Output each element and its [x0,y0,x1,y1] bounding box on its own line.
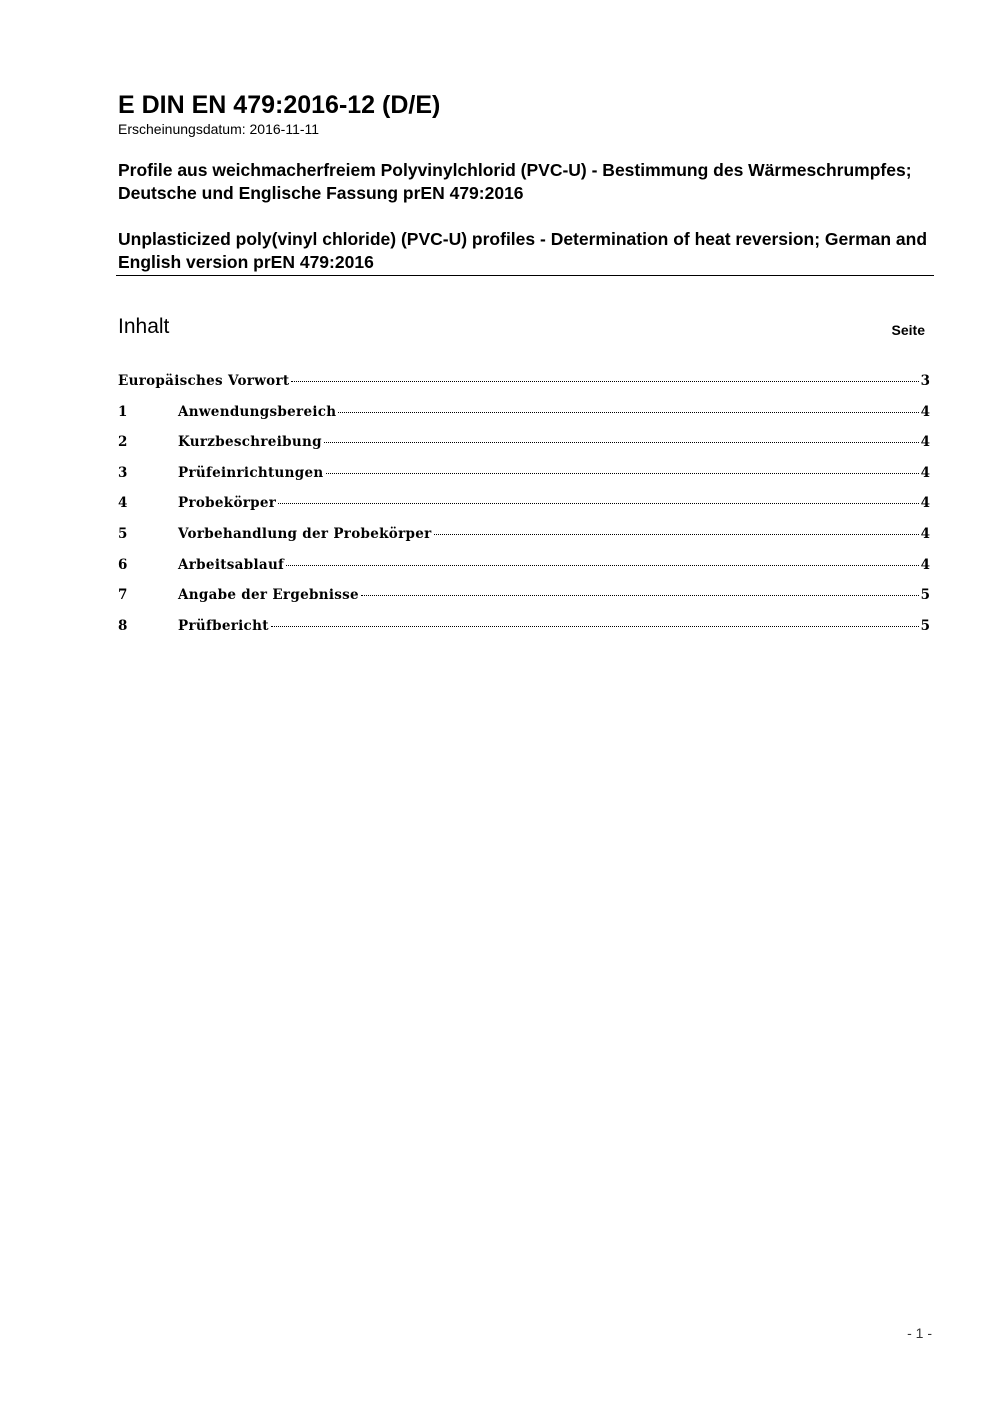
toc-entry-6[interactable] [118,555,930,586]
toc-entry-page: 5 [920,617,930,634]
toc-entry-5[interactable] [118,524,930,555]
toc-dot-leader [324,442,919,443]
toc-entry-title: Probekörper [178,495,277,512]
title-german: Profile aus weichmacherfreiem Polyvinylchlorid (PVC-U) - Bestimmung des Wärmeschrumpfes; Deutsche und Englische Fassung prEN 479:2016 [118,160,912,203]
toc-entry-page: 4 [920,403,930,420]
toc-dot-leader [278,503,918,504]
toc-entry-number: 8 [118,617,128,634]
toc-dot-leader [326,473,919,474]
publication-date: Erscheinungsdatum: 2016-11-11 [118,121,320,137]
toc-entry-number: 5 [118,525,128,542]
toc-entry-title: Europäisches Vorwort [118,373,290,389]
toc-entry-page: 4 [920,434,930,451]
toc-entry-title: Arbeitsablauf [178,556,285,573]
toc-dot-leader [271,626,919,627]
toc-dot-leader [286,565,918,566]
toc-entry-7[interactable] [118,585,930,616]
toc-entry-title: Angabe der Ergebnisse [178,587,359,604]
toc-entry-page: 3 [920,373,930,389]
toc-entry-8[interactable] [118,616,930,647]
toc-entry-page: 5 [920,587,930,604]
toc-entry-foreword[interactable] [118,371,930,402]
table-of-contents [118,371,930,646]
toc-page-column-label: Seite [891,322,925,338]
toc-entry-title: Anwendungsbereich [178,403,337,420]
title-divider [116,275,934,276]
toc-dot-leader [361,595,919,596]
page-number: - 1 - [907,1325,932,1341]
toc-entry-page: 4 [920,464,930,481]
toc-entry-4[interactable] [118,493,930,524]
toc-entry-number: 6 [118,556,128,573]
toc-entry-page: 4 [920,525,930,542]
toc-entry-number: 7 [118,587,128,604]
toc-dot-leader [338,412,918,413]
title-english: Unplasticized poly(vinyl chloride) (PVC-U) profiles - Determination of heat reversion; German and English version prEN 479:2016 [118,229,928,272]
toc-entry-number: 2 [118,434,128,451]
toc-entry-number: 1 [118,403,128,420]
toc-entry-title: Prüfbericht [178,617,269,634]
document-id: E DIN EN 479:2016-12 (D/E) [118,91,441,119]
toc-entry-page: 4 [920,556,930,573]
toc-entry-3[interactable] [118,463,930,494]
toc-entry-number: 4 [118,495,128,512]
toc-entry-2[interactable] [118,432,930,463]
toc-entry-title: Prüfeinrichtungen [178,464,324,481]
toc-entry-1[interactable] [118,402,930,433]
toc-dot-leader [291,381,918,382]
toc-dot-leader [434,534,919,535]
toc-entry-title: Kurzbeschreibung [178,434,322,451]
toc-entry-page: 4 [920,495,930,512]
toc-entry-number: 3 [118,464,128,481]
toc-entry-title: Vorbehandlung der Probekörper [178,525,432,542]
toc-heading: Inhalt [118,315,170,338]
